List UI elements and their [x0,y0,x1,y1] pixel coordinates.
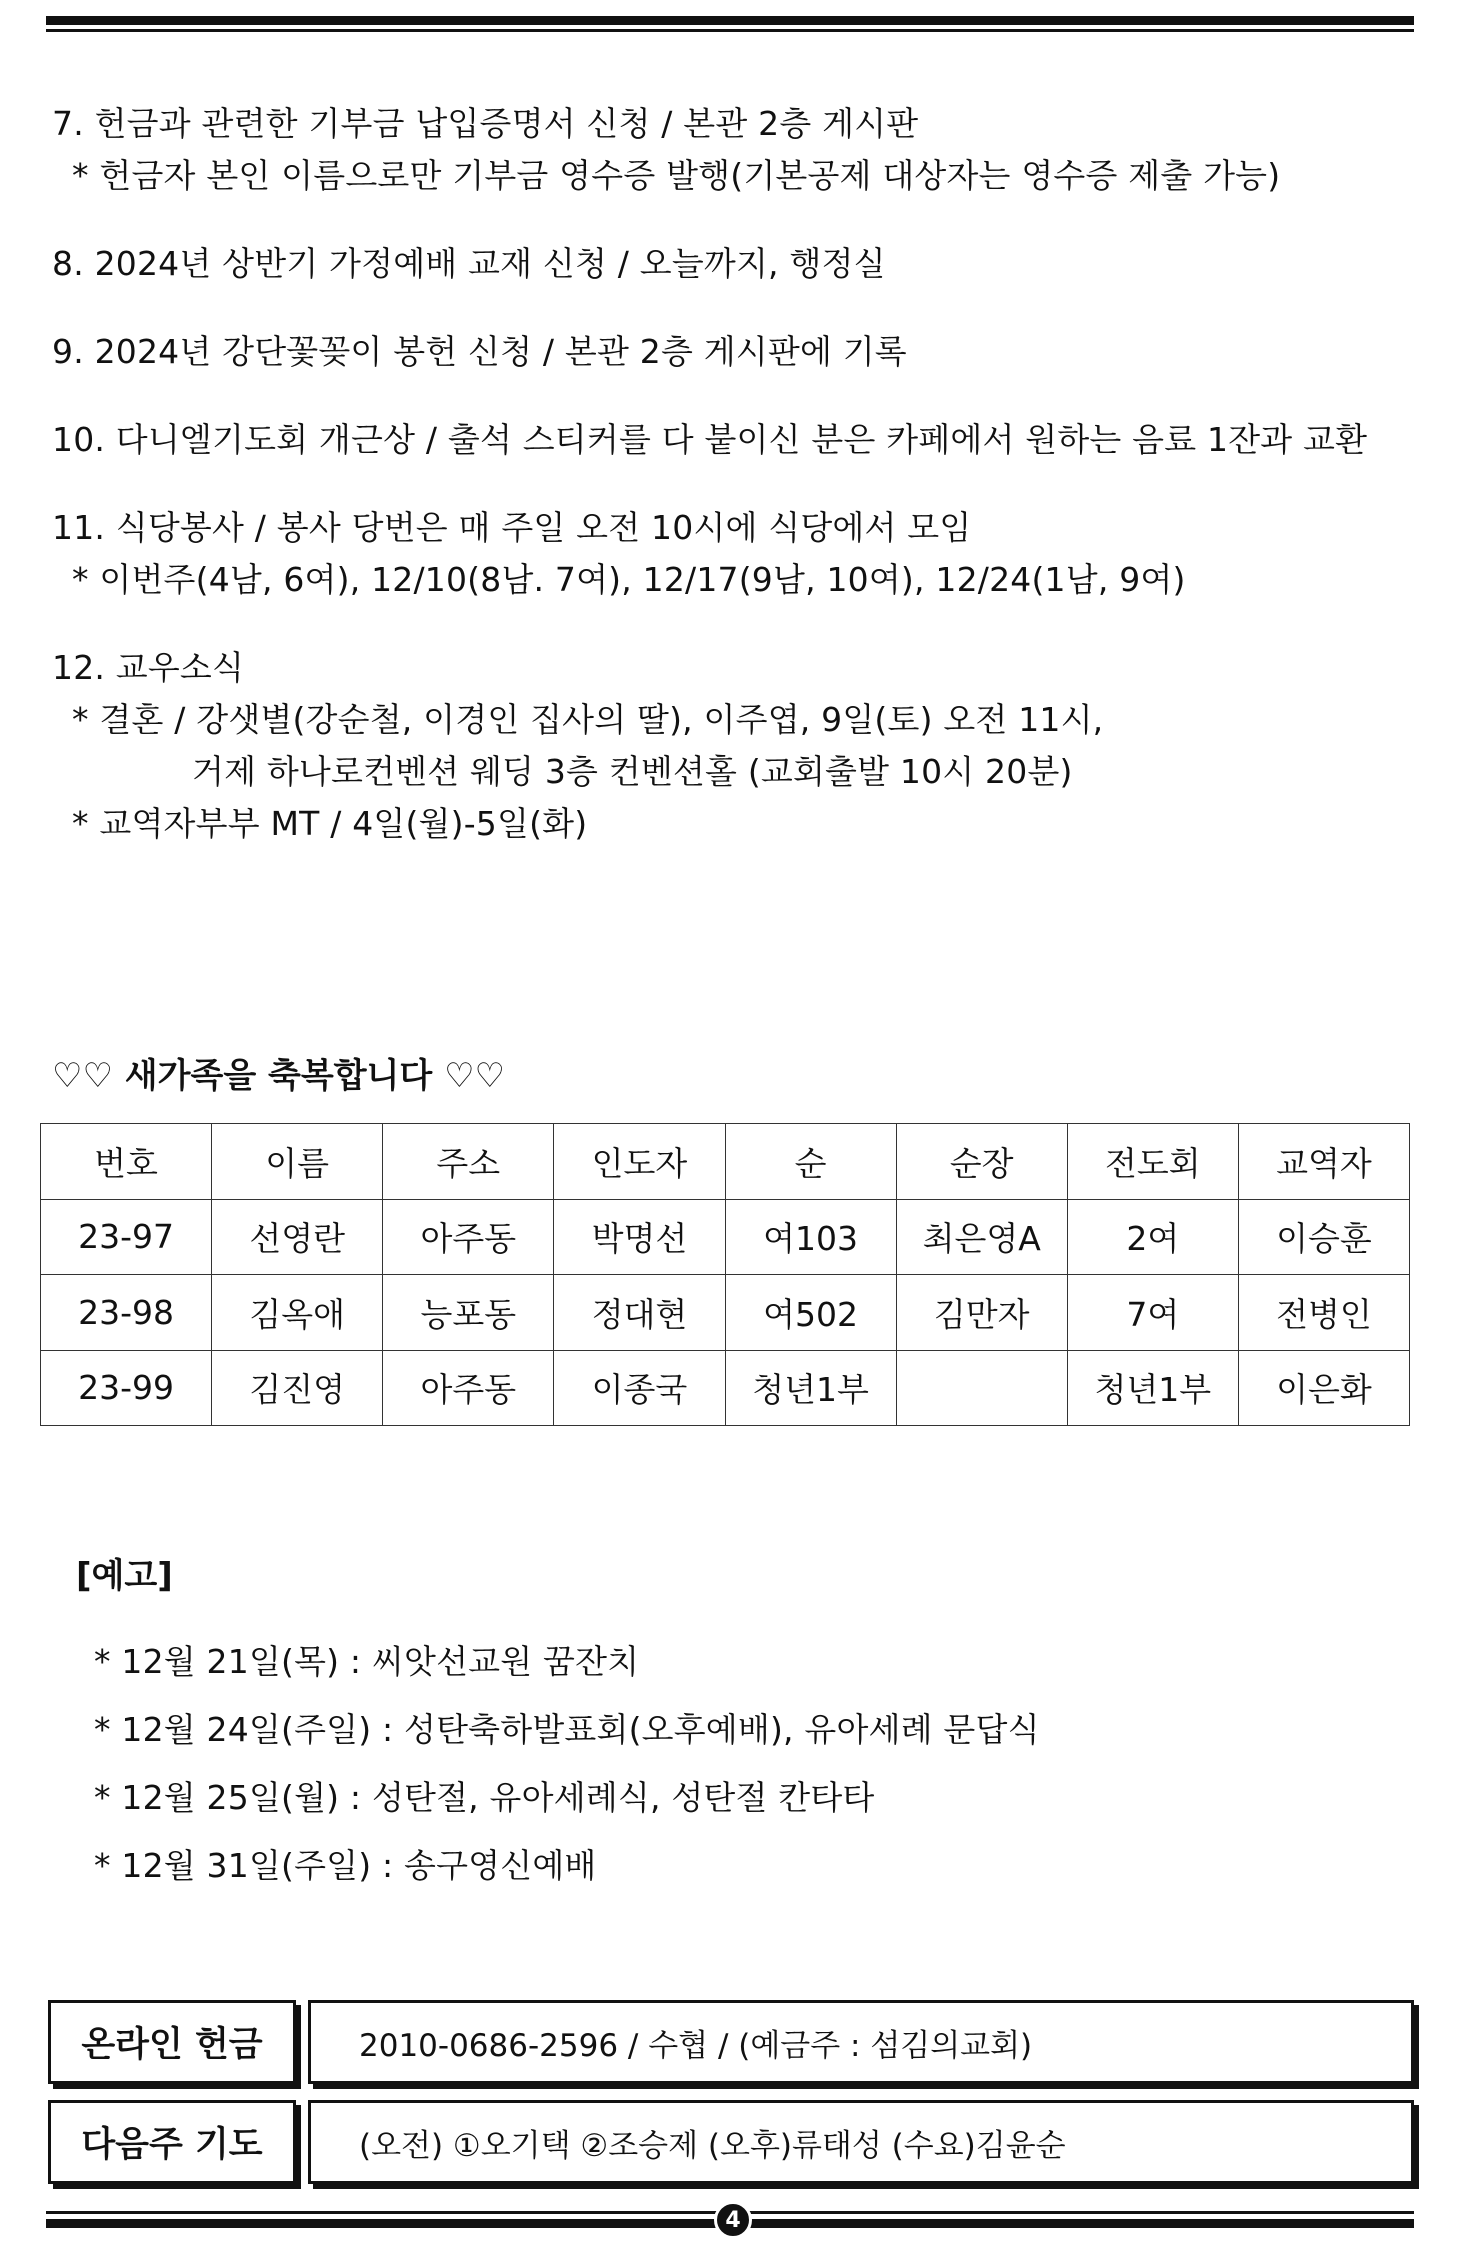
page-number: 4 [714,2201,752,2239]
table-cell: 김만자 [896,1275,1067,1351]
table-cell: 23-99 [41,1350,212,1426]
preview-item: * 12월 25일(월) : 성탄절, 유아세례식, 성탄절 칸타타 [94,1778,875,1817]
online-offering-account: 2010-0686-2596 / 수협 / (예금주 : 섬김의교회) [308,2000,1414,2084]
notice-line: 8. 2024년 상반기 가정예배 교재 신청 / 오늘까지, 행정실 [52,244,886,283]
notice-line: 12. 교우소식 [52,648,245,687]
notices-section [52,98,1422,886]
column-header: 순장 [896,1124,1067,1200]
table-cell: 박명선 [554,1199,725,1275]
online-offering-label: 온라인 헌금 [48,2000,296,2084]
table-cell: 김옥애 [212,1275,383,1351]
preview-item: * 12월 31일(주일) : 송구영신예배 [94,1846,597,1885]
notice-line: 9. 2024년 강단꽃꽂이 봉헌 신청 / 본관 2층 게시판에 기록 [52,332,907,371]
notice-item [52,98,1422,202]
column-header: 주소 [383,1124,554,1200]
preview-title: [예고] [76,1556,173,1596]
table-cell: 정대현 [554,1275,725,1351]
notice-item [52,326,1422,378]
notice-item [52,502,1422,606]
notice-line: 11. 식당봉사 / 봉사 당번은 매 주일 오전 10시에 식당에서 모임 [52,508,972,547]
column-header: 번호 [41,1124,212,1200]
top-rule-thick [46,16,1414,25]
next-week-prayer-names: (오전) ①오기택 ②조승제 (오후)류태성 (수요)김윤순 [308,2100,1414,2184]
notice-item [52,238,1422,290]
table-cell: 여103 [725,1199,896,1275]
column-header: 순 [725,1124,896,1200]
table-cell: 능포동 [383,1275,554,1351]
table-cell [896,1350,1067,1426]
table-cell: 23-98 [41,1275,212,1351]
notice-line: * 교역자부부 MT / 4일(월)-5일(화) [72,804,588,843]
notice-line: * 결혼 / 강샛별(강순철, 이경인 집사의 딸), 이주엽, 9일(토) 오전 11시, [72,700,1104,739]
new-family-title: ♡♡ 새가족을 축복합니다 ♡♡ [52,1056,506,1096]
notice-line: 7. 헌금과 관련한 기부금 납입증명서 신청 / 본관 2층 게시판 [52,104,919,143]
table-row [41,1275,1410,1351]
notice-item [52,642,1422,850]
notice-item [52,414,1422,466]
notice-line: * 이번주(4남, 6여), 12/10(8남. 7여), 12/17(9남, 10여), 12/24(1남, 9여) [72,560,1186,599]
table-row [41,1199,1410,1275]
table-cell: 청년1부 [1067,1350,1238,1426]
table-cell: 아주동 [383,1199,554,1275]
table-cell: 이승훈 [1238,1199,1409,1275]
next-week-prayer-label: 다음주 기도 [48,2100,296,2184]
table-cell: 이종국 [554,1350,725,1426]
preview-list [94,1628,1040,1900]
preview-item: * 12월 21일(목) : 씨앗선교원 꿈잔치 [94,1642,640,1681]
table-cell: 청년1부 [725,1350,896,1426]
table-header-row [41,1124,1410,1200]
column-header: 교역자 [1238,1124,1409,1200]
notice-line: 10. 다니엘기도회 개근상 / 출석 스티커를 다 붙이신 분은 카페에서 원하는 음료 1잔과 교환 [52,420,1368,459]
column-header: 이름 [212,1124,383,1200]
top-rule-thin [46,29,1414,32]
table-cell: 전병인 [1238,1275,1409,1351]
column-header: 전도회 [1067,1124,1238,1200]
table-cell: 선영란 [212,1199,383,1275]
column-header: 인도자 [554,1124,725,1200]
table-row [41,1350,1410,1426]
notice-line: 거제 하나로컨벤션 웨딩 3층 컨벤션홀 (교회출발 10시 20분) [192,752,1073,791]
table-cell: 7여 [1067,1275,1238,1351]
table-cell: 2여 [1067,1199,1238,1275]
table-cell: 김진영 [212,1350,383,1426]
table-cell: 아주동 [383,1350,554,1426]
notice-line: * 헌금자 본인 이름으로만 기부금 영수증 발행(기본공제 대상자는 영수증 제출 가능) [72,156,1281,195]
table-cell: 23-97 [41,1199,212,1275]
preview-item: * 12월 24일(주일) : 성탄축하발표회(오후예배), 유아세례 문답식 [94,1710,1040,1749]
table-cell: 여502 [725,1275,896,1351]
table-cell: 이은화 [1238,1350,1409,1426]
table-cell: 최은영A [896,1199,1067,1275]
new-family-table [40,1123,1410,1426]
